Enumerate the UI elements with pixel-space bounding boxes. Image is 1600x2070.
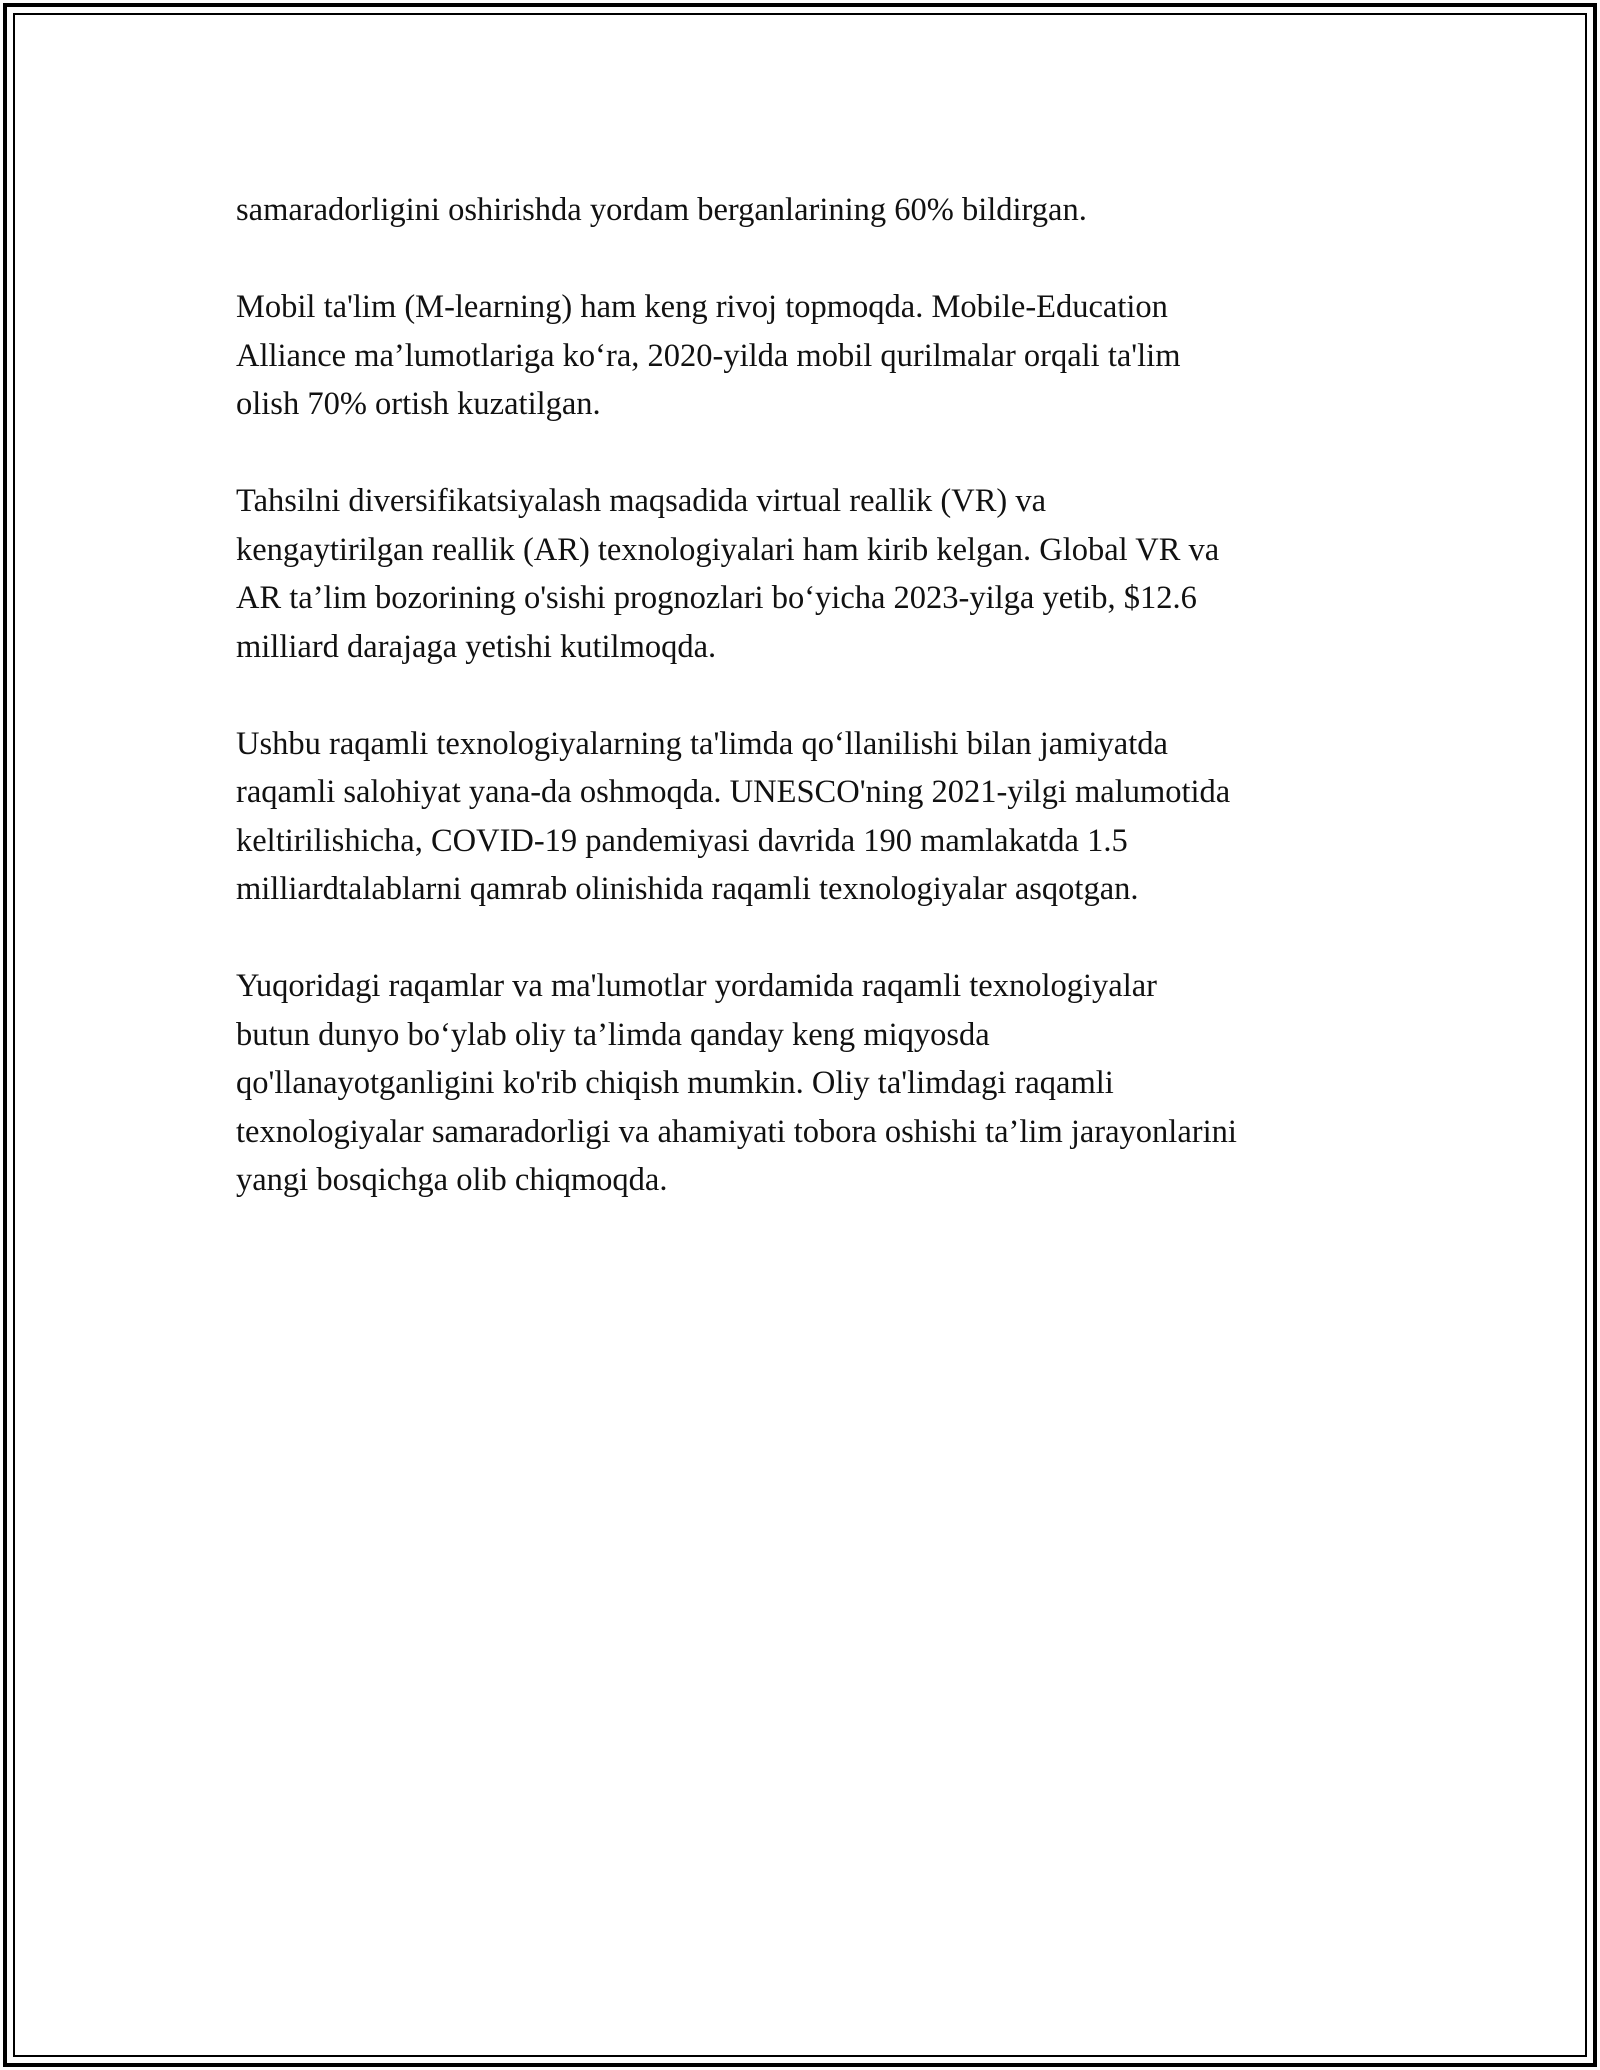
- text-line: texnologiyalar samaradorligi va ahamiyati tobora oshishi ta’lim jarayonlarini: [236, 1113, 1237, 1150]
- text-line: Alliance ma’lumotlariga ko‘ra, 2020-yilda mobil qurilmalar orqali ta'lim: [236, 337, 1181, 374]
- text-line: Yuqoridagi raqamlar va ma'lumotlar yordamida raqamli texnologiyalar: [236, 968, 1157, 1004]
- text-line: AR ta’lim bozorining o'sishi prognozlari bo‘yicha 2023-yilga yetib, $12.6: [236, 580, 1197, 616]
- text-line: kengaytirilgan reallik (AR) texnologiyalari ham kirib kelgan. Global VR va: [236, 531, 1220, 568]
- text-line: Ushbu raqamli texnologiyalarning ta'limda qo‘llanilishi bilan jamiyatda: [236, 725, 1168, 762]
- paragraph-4: [236, 720, 1366, 914]
- text-line: Tahsilni diversifikatsiyalash maqsadida virtual reallik (VR) va: [236, 483, 1047, 519]
- text-line: keltirilishicha, COVID-19 pandemiyasi davrida 190 mamlakatda 1.5: [236, 822, 1128, 859]
- paragraph-3: [236, 477, 1366, 671]
- text-line: Mobil ta'lim (M-learning) ham keng rivoj topmoqda. Mobile-Education: [236, 289, 1168, 325]
- text-line: yangi bosqichga olib chiqmoqda.: [236, 1162, 668, 1198]
- paragraph-5: [236, 962, 1366, 1205]
- text-line: butun dunyo bo‘ylab oliy ta’limda qanday keng miqyosda: [236, 1016, 990, 1053]
- paragraph-1: [236, 186, 1366, 235]
- text-line: raqamli salohiyat yana-da oshmoqda. UNESCO'ning 2021-yilgi malumotida: [236, 774, 1231, 810]
- text-line: samaradorligini oshirishda yordam berganlarining 60% bildirgan.: [236, 192, 1087, 228]
- text-line: milliardtalablarni qamrab olinishida raqamli texnologiyalar asqotgan.: [236, 871, 1139, 907]
- text-line: milliard darajaga yetishi kutilmoqda.: [236, 628, 717, 665]
- document-body: [236, 186, 1366, 1253]
- paragraph-2: [236, 283, 1366, 429]
- text-line: olish 70% ortish kuzatilgan.: [236, 386, 601, 422]
- text-line: qo'llanayotganligini ko'rib chiqish mumkin. Oliy ta'limdagi raqamli: [236, 1065, 1114, 1101]
